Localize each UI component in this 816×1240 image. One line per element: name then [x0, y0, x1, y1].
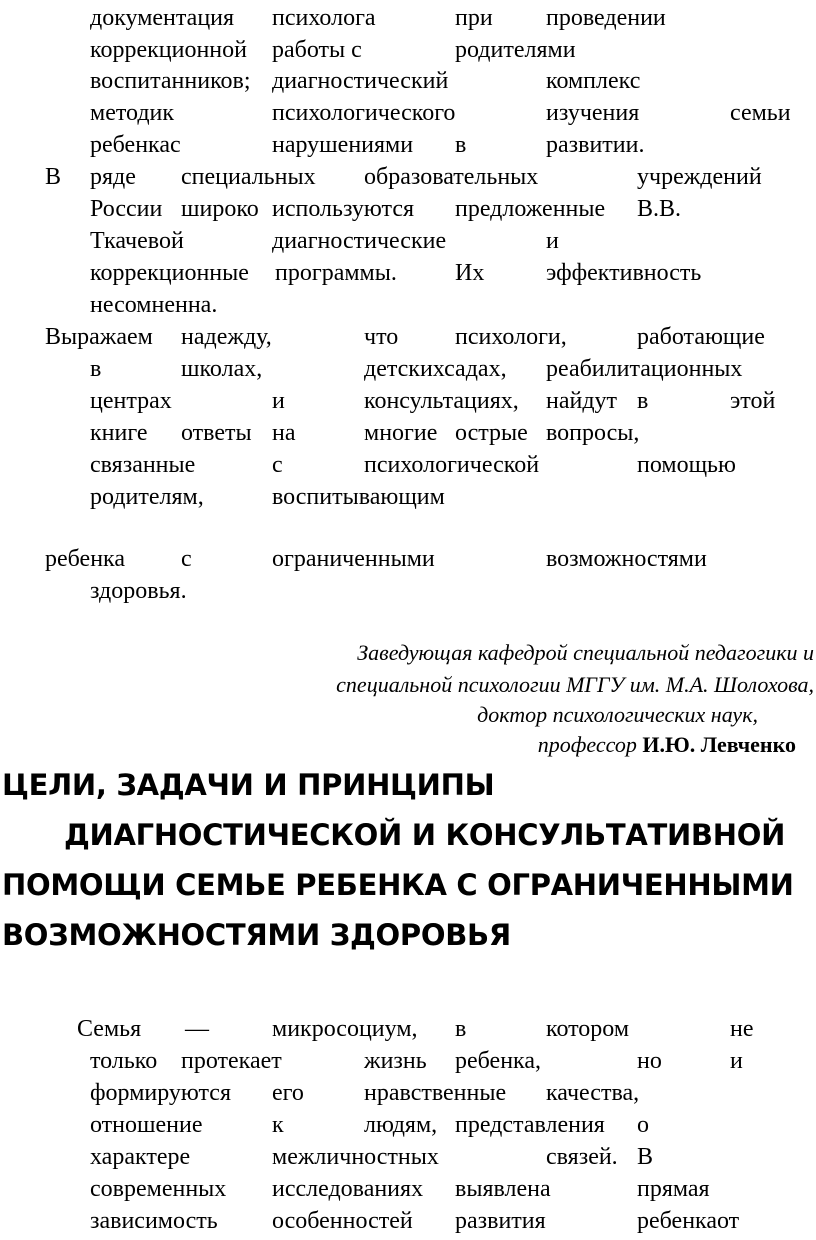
word: с — [181, 546, 192, 572]
word: в — [455, 1016, 467, 1042]
word: ряде — [90, 164, 136, 190]
signature-title: профессор — [537, 732, 637, 757]
text-line — [0, 258, 816, 292]
word: и — [272, 388, 285, 414]
word: психолога — [272, 5, 376, 31]
word: при — [455, 5, 493, 31]
word: ограниченными — [272, 546, 435, 572]
word: учреждений — [637, 164, 762, 190]
word: коррекционные — [90, 260, 249, 286]
word: ответы — [181, 420, 252, 446]
word: возможностями — [546, 546, 707, 572]
word: к — [272, 1112, 284, 1138]
word: жизнь — [364, 1048, 427, 1074]
word: надежду, — [181, 324, 272, 350]
text-line — [0, 322, 816, 356]
word: зависимость — [90, 1208, 218, 1234]
word: исследованиях — [272, 1176, 424, 1202]
word: ребенкас — [90, 132, 181, 158]
word: котором — [546, 1016, 630, 1042]
word: России — [90, 196, 163, 222]
word: микросоциум, — [272, 1016, 418, 1042]
word: Ткачевой — [90, 228, 184, 254]
text-line — [0, 98, 816, 132]
word: в — [637, 388, 649, 414]
word: формируются — [90, 1080, 231, 1106]
word: центрах — [90, 388, 172, 414]
text-line — [0, 418, 816, 452]
word: психологи, — [455, 324, 567, 350]
word: предложенные — [455, 196, 606, 222]
word: особенностей — [272, 1208, 413, 1234]
word: В — [45, 164, 62, 190]
word: психологического — [272, 100, 456, 126]
word: отношение — [90, 1112, 203, 1138]
text-line — [0, 1206, 816, 1240]
text-line — [0, 450, 816, 484]
word: — — [185, 1016, 209, 1042]
text-line — [0, 1110, 816, 1144]
text-line — [0, 194, 816, 228]
word: работы с — [272, 37, 362, 63]
word: В — [637, 1144, 654, 1170]
word: развитии. — [546, 132, 645, 158]
word: людям, — [364, 1112, 438, 1138]
word: качества, — [546, 1080, 640, 1106]
word: используются — [272, 196, 415, 222]
word: острые — [455, 420, 528, 446]
text-line — [0, 290, 816, 324]
word: детскихсадах, — [364, 356, 507, 382]
word: и — [730, 1048, 743, 1074]
word: не — [730, 1016, 754, 1042]
text-line — [0, 1014, 816, 1048]
word: и — [546, 228, 559, 254]
word: В.В. — [637, 196, 682, 222]
word: воспитанников; — [90, 68, 251, 94]
text-line — [0, 482, 816, 516]
word: ребенка — [45, 546, 125, 572]
word: вопросы, — [546, 420, 640, 446]
word: прямая — [637, 1176, 710, 1202]
word: школах, — [181, 356, 263, 382]
word: комплекс — [546, 68, 641, 94]
word: характере — [90, 1144, 191, 1170]
text-line — [0, 1046, 816, 1080]
word: коррекционной — [90, 37, 247, 63]
text-line — [0, 130, 816, 164]
text-line — [0, 386, 816, 420]
word: в — [90, 356, 102, 382]
word: здоровья. — [90, 578, 187, 604]
text-line — [0, 544, 816, 578]
word: связанные — [90, 452, 196, 478]
word: этой — [730, 388, 776, 414]
word: межличностных — [272, 1144, 439, 1170]
word: помощью — [637, 452, 736, 478]
word: родителям, — [90, 484, 204, 510]
word: консультациях, — [364, 388, 519, 414]
word: на — [272, 420, 296, 446]
word: Выражаем — [45, 324, 153, 350]
word: книге — [90, 420, 148, 446]
word: воспитывающим — [272, 484, 445, 510]
word: родителями — [455, 37, 576, 63]
text-line — [0, 162, 816, 196]
heading-line: ДИАГНОСТИЧЕСКОЙ И КОНСУЛЬТАТИВНОЙ — [64, 818, 786, 852]
text-line — [0, 66, 816, 100]
text-line — [0, 576, 816, 610]
signature-author: И.Ю. Левченко — [642, 732, 796, 757]
word: проведении — [546, 5, 666, 31]
word: изучения — [546, 100, 640, 126]
word: что — [364, 324, 399, 350]
word: но — [637, 1048, 662, 1074]
text-line — [0, 1174, 816, 1208]
word: выявлена — [455, 1176, 551, 1202]
text-line — [0, 3, 816, 37]
signature-line: Заведующая кафедрой специальной педагогики и — [357, 640, 814, 665]
word: нравственные — [364, 1080, 507, 1106]
word: представления — [455, 1112, 605, 1138]
text-line — [0, 354, 816, 388]
word: методик — [90, 100, 175, 126]
word: эффективность — [546, 260, 702, 286]
signature-line: специальной психологии МГГУ им. М.А. Шолохова, — [336, 672, 814, 697]
word: диагностический — [272, 68, 449, 94]
word: нарушениями — [272, 132, 414, 158]
word: диагностические — [272, 228, 447, 254]
heading-line: ПОМОЩИ СЕМЬЕ РЕБЕНКА С ОГРАНИЧЕННЫМИ — [2, 868, 794, 902]
word: Их — [455, 260, 485, 286]
word: найдут — [546, 388, 618, 414]
word: многие — [364, 420, 438, 446]
word: работающие — [637, 324, 765, 350]
word: программы. — [275, 260, 397, 286]
word: ребенкаот — [637, 1208, 740, 1234]
word: документация — [90, 5, 235, 31]
word: развития — [455, 1208, 546, 1234]
word: психологической — [364, 452, 540, 478]
word: только — [90, 1048, 158, 1074]
heading-line: ЦЕЛИ, ЗАДАЧИ И ПРИНЦИПЫ — [2, 768, 495, 802]
text-line — [0, 226, 816, 260]
word: семьи — [730, 100, 791, 126]
heading-line: ВОЗМОЖНОСТЯМИ ЗДОРОВЬЯ — [2, 918, 511, 952]
word: реабилитационных — [546, 356, 743, 382]
word: широко — [181, 196, 259, 222]
word: его — [272, 1080, 304, 1106]
word: Семья — [77, 1016, 142, 1042]
signature-line: доктор психологических наук, — [477, 702, 758, 727]
word: современных — [90, 1176, 227, 1202]
signature-line — [538, 732, 796, 758]
word: образовательных — [364, 164, 539, 190]
word: в — [455, 132, 467, 158]
text-line — [0, 35, 816, 69]
text-line — [0, 1142, 816, 1176]
word: с — [272, 452, 283, 478]
word: связей. — [546, 1144, 618, 1170]
word: несомненна. — [90, 292, 218, 318]
word: о — [637, 1112, 649, 1138]
word: протекает — [181, 1048, 282, 1074]
word: ребенка, — [455, 1048, 541, 1074]
word: специальных — [181, 164, 316, 190]
text-line — [0, 1078, 816, 1112]
